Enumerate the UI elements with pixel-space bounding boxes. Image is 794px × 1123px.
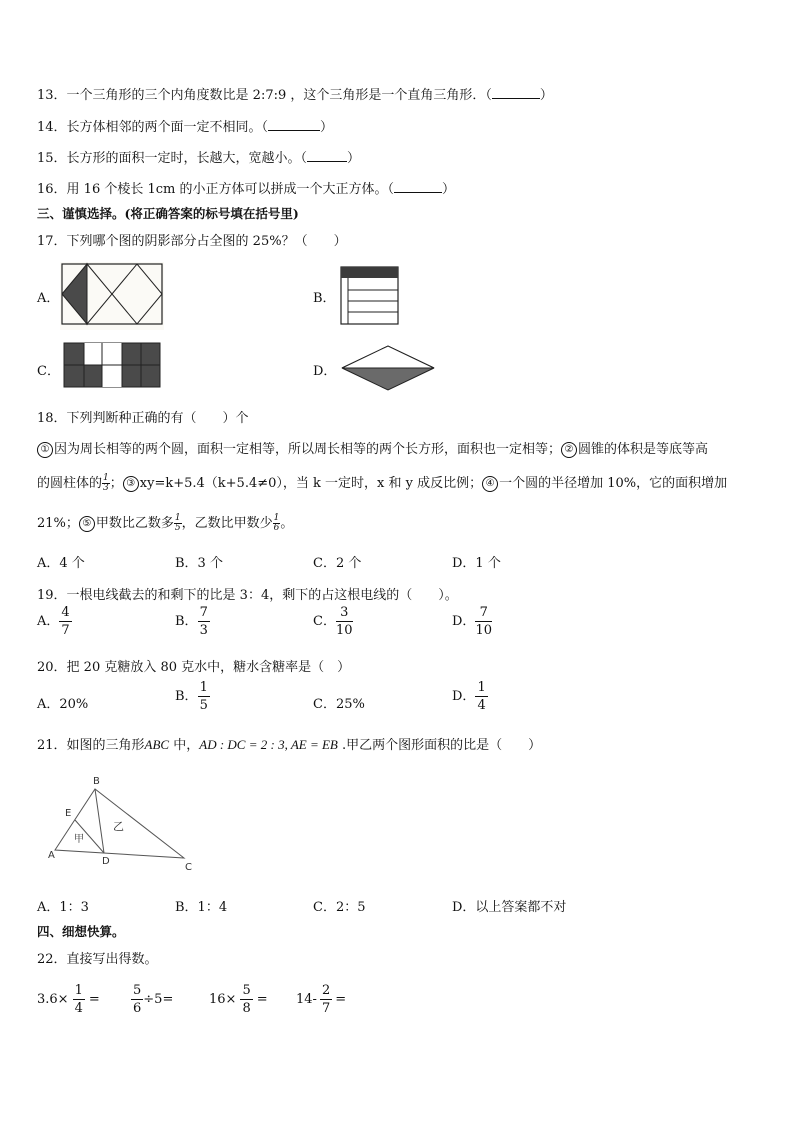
q21-option-d[interactable]: D．以上答案都不对 [452,900,567,915]
question-19: 19．一根电线截去的和剩下的比是 3：4，剩下的占这根电线的（ ）。 [37,588,458,603]
answer-blank[interactable] [492,86,540,99]
option-a-label: A． [37,291,60,306]
question-22: 22．直接写出得数。 [37,952,158,967]
question-16: 16．用 16 个棱长 1cm 的小正方体可以拼成一个大正方体。（ ） [37,182,456,197]
label-yi: 乙 [113,820,124,833]
q21-option-b[interactable]: B．1：4 [175,900,228,915]
label-d: D [102,856,110,867]
answer-blank[interactable] [268,118,320,131]
label-c: C [185,862,192,872]
option-c-label: C． [37,364,60,379]
section-4-heading: 四、细想快算。 [37,924,125,939]
label-a: A [48,850,55,861]
expression-3: 16× $\frac{5}{8}$ = [209,983,268,1016]
q20-option-c[interactable]: C．25% [313,697,365,712]
question-18: 18．下列判断种正确的有（ ）个 [37,411,249,426]
fraction: $\frac{5}{8}$ [242,983,251,1016]
label-e: E [65,808,72,819]
question-17: 17．下列哪个图的阴影部分占全图的 25%？（ ） [37,234,347,249]
q21-option-c[interactable]: C．2：5 [313,900,366,915]
answer-blank[interactable] [394,180,442,193]
fraction-one-fifth: $\frac{1}{5}$ [174,513,181,533]
question-18-line-3: 21%； ⑤ 甲数比乙数多 $\frac{1}{5}$ ，乙数比甲数少 $\frac{1}{6}$ 。 [37,513,294,533]
q19-option-d[interactable]: D． $\frac{7}{10}$ [452,605,492,638]
fraction: $\frac{7}{3}$ [199,605,208,638]
option-d-label: D． [313,364,337,379]
figure-b-stripes [340,266,400,326]
question-18-line-2: 的圆柱体的 $\frac{1}{3}$ ； ③ xy=k+5.4（k+5.4≠0），当 k 一定时，x 和 y 成反比例； ④ 一个圆的半径增加 10%，它的面积增加 [37,473,728,493]
q20-option-a[interactable]: A．20% [37,697,89,712]
expression-2: $\frac{5}{6}$ ÷5= [133,983,174,1016]
segment-bd [95,789,104,853]
figure-b-shaded-strip [341,267,398,278]
label-jia: 甲 [74,834,84,845]
q18-option-a[interactable]: A．4 个 [37,556,85,571]
q18-option-b[interactable]: B．3 个 [175,556,223,571]
fraction: $\frac{1}{4}$ [477,680,486,713]
fraction: $\frac{3}{10}$ [335,605,353,638]
question-14: 14．长方体相邻的两个面一定不相同。（ ） [37,120,334,135]
answer-blank[interactable] [307,149,347,162]
q20-option-b[interactable]: B． $\frac{1}{5}$ [175,680,208,713]
figure-c-grid [63,342,161,388]
section-3-heading: 三、谨慎选择。(将正确答案的标号填在括号里) [37,206,299,221]
q18-option-c[interactable]: C．2 个 [313,556,362,571]
question-15: 15．长方形的面积一定时，长越大，宽越小。（ ） [37,151,361,166]
fraction-one-sixth: $\frac{1}{6}$ [273,513,280,533]
fraction: $\frac{2}{7}$ [321,983,331,1016]
q20-option-d[interactable]: D． $\frac{1}{4}$ [452,680,486,713]
question-13: 13．一个三角形的三个内角度数比是 2:7:9 ，这个三角形是一个直角三角形．（ ） [37,88,553,103]
q21-option-a[interactable]: A．1：3 [37,900,89,915]
question-21: 21．如图的三角形ABC 中，AD : DC = 2 : 3, AE = EB .甲乙两个图形面积的比是（ ） [37,737,542,753]
expression-4: 14- $\frac{2}{7}$ = [296,983,347,1016]
fraction: $\frac{5}{6}$ [133,983,142,1016]
q19-option-a[interactable]: A． $\frac{4}{7}$ [37,605,70,638]
expression-1: 3.6× $\frac{1}{4}$ = [37,983,100,1016]
question-20: 20．把 20 克糖放入 80 克水中，糖水含糖率是（ ） [37,660,351,675]
q18-option-d[interactable]: D．1 个 [452,556,501,571]
figure-d-shaded-half [342,368,434,390]
fraction: $\frac{1}{5}$ [199,680,208,713]
fraction: $\frac{7}{10}$ [475,605,492,638]
fraction-one-third: $\frac{1}{3}$ [103,473,109,493]
triangle-figure [45,772,205,872]
q19-option-b[interactable]: B． $\frac{7}{3}$ [175,605,208,638]
question-18-line-1: ① 因为周长相等的两个圆，面积一定相等，所以周长相等的两个长方形，面积也一定相等； ② 圆锥的体积是等底等高 [37,438,708,458]
fraction: $\frac{1}{4}$ [74,983,83,1016]
q19-option-c[interactable]: C． $\frac{3}{10}$ [313,605,353,638]
label-b: B [93,776,100,787]
figure-a-diamonds [60,262,164,330]
figure-d-rhombus [340,344,436,392]
fraction: $\frac{4}{7}$ [61,605,70,638]
option-b-label: B． [313,291,336,306]
